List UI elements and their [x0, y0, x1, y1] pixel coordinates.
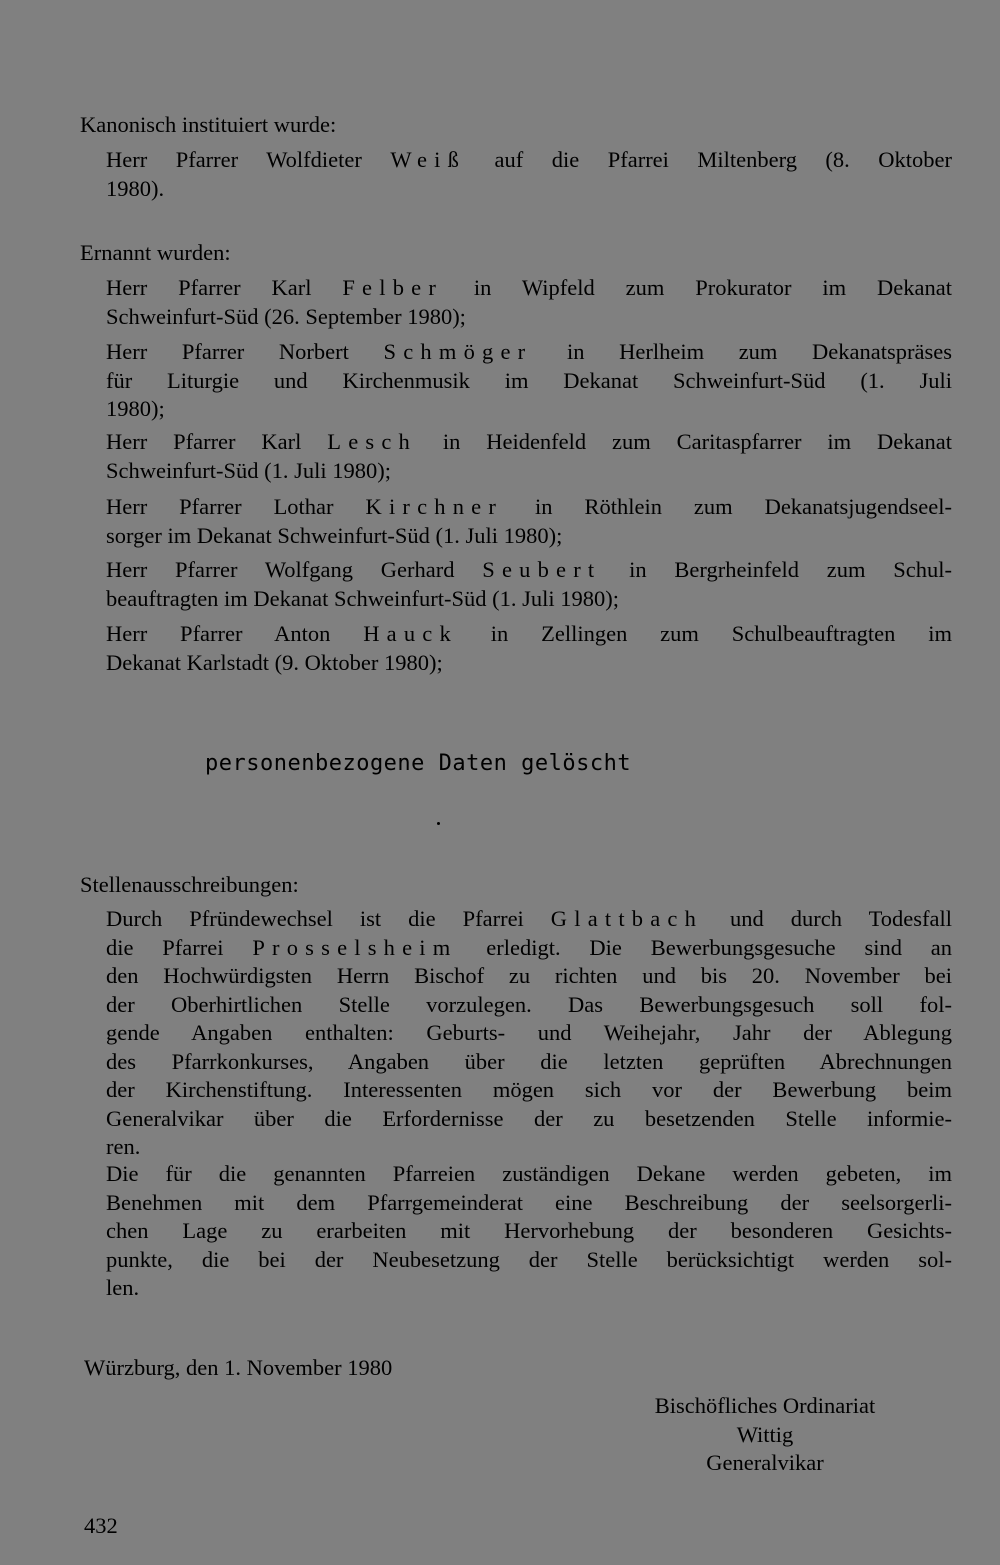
person-name: Seubert [482, 557, 602, 582]
paragraph-vacancy: Durch Pfründewechsel ist die Pfarrei Glattbach und durch Todesfall die Pfarrei Prosselsheim erledigt. Die Bewerbungsgesuche sind an den Hochwürdigsten Herrn Bischof zu richten und bis 20. November bei der Oberhirtlichen Stelle vorzulegen. Das Bewerbungsgesuch soll fol- gende Angaben enthalten: Geburts- und Weihejahr, Jahr der Ablegung des Pfarrkonkurses, Angaben über die letzten geprüften Abrechnungen der Kirchenstiftung. Interessenten mögen sich vor der Bewerbung beim Generalvikar über die Erfordernisse der zu besetzenden Stelle informie- ren. [106, 906, 952, 1159]
person-name: Lesch [327, 429, 417, 454]
entry-felber: Herr Pfarrer Karl Felber in Wipfeld zum Prokurator im Dekanat Schweinfurt-Süd (26. September 1980); [106, 275, 952, 329]
redaction-notice: personenbezogene Daten gelöscht [205, 751, 632, 776]
person-name: Weiß [390, 147, 467, 172]
person-name: Hauck [363, 621, 458, 646]
section-heading-appointed: Ernannt wurden: [80, 240, 231, 265]
parish-name: Glattbach [550, 906, 704, 931]
signature-name: Wittig [736, 1421, 794, 1447]
entry-hauck: Herr Pfarrer Anton Hauck in Zellingen zum Schulbeauftragten im Dekanat Karlstadt (9. Oktober 1980); [106, 621, 953, 675]
paragraph-deans: Die für die genannten Pfarreien zuständigen Dekane werden gebeten, im Benehmen mit dem Pfarrgemeinderat eine Beschreibung der seelsorgerli- chen Lage zu erarbeiten mit Hervorhebung der besonderen Gesichts- punkte, die bei der Neubesetzung der Stelle berücksichtigt werden sol- len. [106, 1161, 952, 1300]
speck-mark [437, 822, 440, 825]
signature-title: Generalvikar [706, 1450, 824, 1475]
signature-office: Bischöfliches Ordinariat [654, 1393, 876, 1418]
section-heading-vacancies: Stellenausschreibungen: [80, 872, 299, 897]
entry-schmoeger: Herr Pfarrer Norbert Schmöger in Herlheim zum Dekanatspräses für Liturgie und Kirchenmusik im Dekanat Schweinfurt-Süd (1. Juli 1980); [106, 339, 952, 421]
page-number: 432 [84, 1513, 118, 1538]
entry-kirchner: Herr Pfarrer Lothar Kirchner in Röthlein zum Dekanatsjugendseel- sorger im Dekanat Schweinfurt-Süd (1. Juli 1980); [106, 494, 953, 548]
person-name: Kirchner [365, 494, 504, 519]
parish-name: Prosselsheim [252, 934, 458, 960]
person-name: Felber [342, 275, 444, 300]
person-name: Schmöger [383, 339, 533, 364]
entry-seubert: Herr Pfarrer Wolfgang Gerhard Seubert in Bergrheinfeld zum Schul- beauftragten im Dekanat Schweinfurt-Süd (1. Juli 1980); [106, 557, 952, 611]
signature-block [640, 1392, 890, 1478]
place-date: Würzburg, den 1. November 1980 [84, 1355, 393, 1380]
entry-lesch: Herr Pfarrer Karl Lesch in Heidenfeld zum Caritaspfarrer im Dekanat Schweinfurt-Süd (1. Juli 1980); [106, 429, 952, 483]
entry-weiss: Herr Pfarrer Wolfdieter Weiß auf die Pfarrei Miltenberg (8. Oktober 1980). [106, 147, 952, 201]
section-heading-instituted: Kanonisch instituiert wurde: [80, 112, 337, 137]
